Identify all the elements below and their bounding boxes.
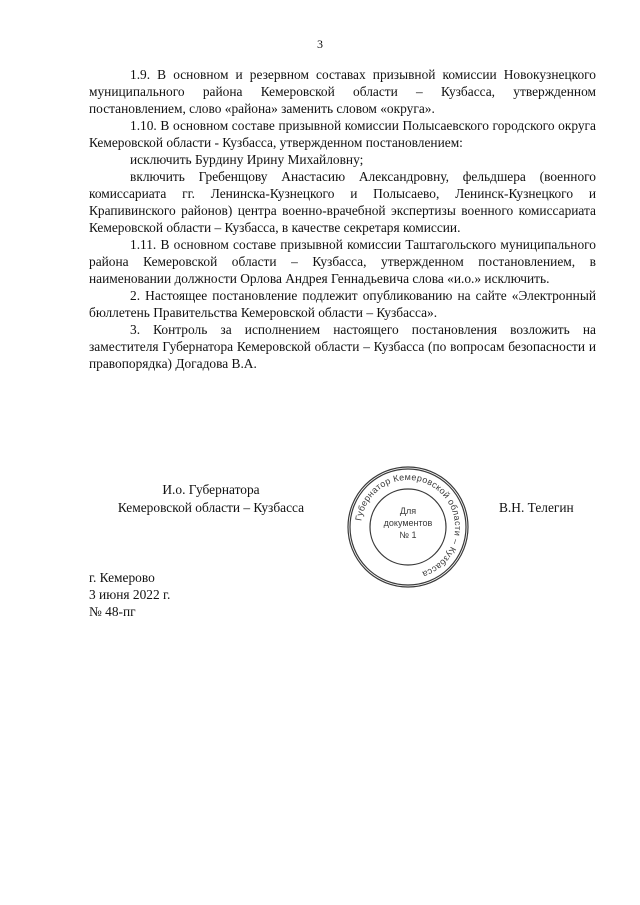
paragraph-1-10: 1.10. В основном составе призывной комиссии Полысаевского городского округа Кемеровской области - Кузбасса, утвержденном постановлением: xyxy=(89,118,596,150)
paragraph-include: включить Гребенщову Анастасию Александровну, фельдшера (военного комиссариата гг. Ленинска-Кузнецкого и Полысаево, Ленинск-Кузнецкого и Крапивинского районов) центра военно-врачебной экспертизы военного комиссариата Кемеровской области – Кузбасса, в качестве секретаря комиссии. xyxy=(89,169,596,235)
signer-name: В.Н. Телегин xyxy=(499,500,574,515)
seal-center-line1: Для xyxy=(399,506,417,516)
official-seal-stamp xyxy=(345,464,471,590)
paragraph-3: 3. Контроль за исполнением настоящего постановления возложить на заместителя Губернатора Кемеровской области – Кузбасса (по вопросам безопасности и правопорядка) Догадова В.А. xyxy=(89,322,596,371)
document-footer xyxy=(89,569,170,620)
signer-title-line2: Кемеровской области – Кузбасса xyxy=(117,500,305,515)
document-number: № 48-пг xyxy=(89,604,136,619)
document-date: 3 июня 2022 г. xyxy=(89,587,171,602)
document-body xyxy=(89,66,596,372)
seal-ring-text: Губернатор Кемеровской области – Кузбасса xyxy=(353,471,464,580)
seal-center-line3: № 1 xyxy=(399,530,417,540)
paragraph-exclude: исключить Бурдину Ирину Михайловну; xyxy=(130,152,364,167)
page-number: 3 xyxy=(317,37,323,51)
document-city: г. Кемерово xyxy=(89,570,155,585)
paragraph-1-9: 1.9. В основном и резервном составах призывной комиссии Новокузнецкого муниципального района Кемеровской области – Кузбасса, утвержденном постановлением, слово «района» заменить словом «округа». xyxy=(89,67,596,116)
signer-title-line1: И.о. Губернатора xyxy=(162,482,260,497)
seal-center-line2: документов xyxy=(383,518,433,528)
paragraph-2: 2. Настоящее постановление подлежит опубликованию на сайте «Электронный бюллетень Правительства Кемеровской области – Кузбасса». xyxy=(89,288,596,320)
paragraph-1-11: 1.11. В основном составе призывной комиссии Таштагольского муниципального района Кемеровской области – Кузбасса, утвержденном постановлением, в наименовании должности Орлова Андрея Геннадьевича слова «и.о.» исключить. xyxy=(89,237,596,286)
